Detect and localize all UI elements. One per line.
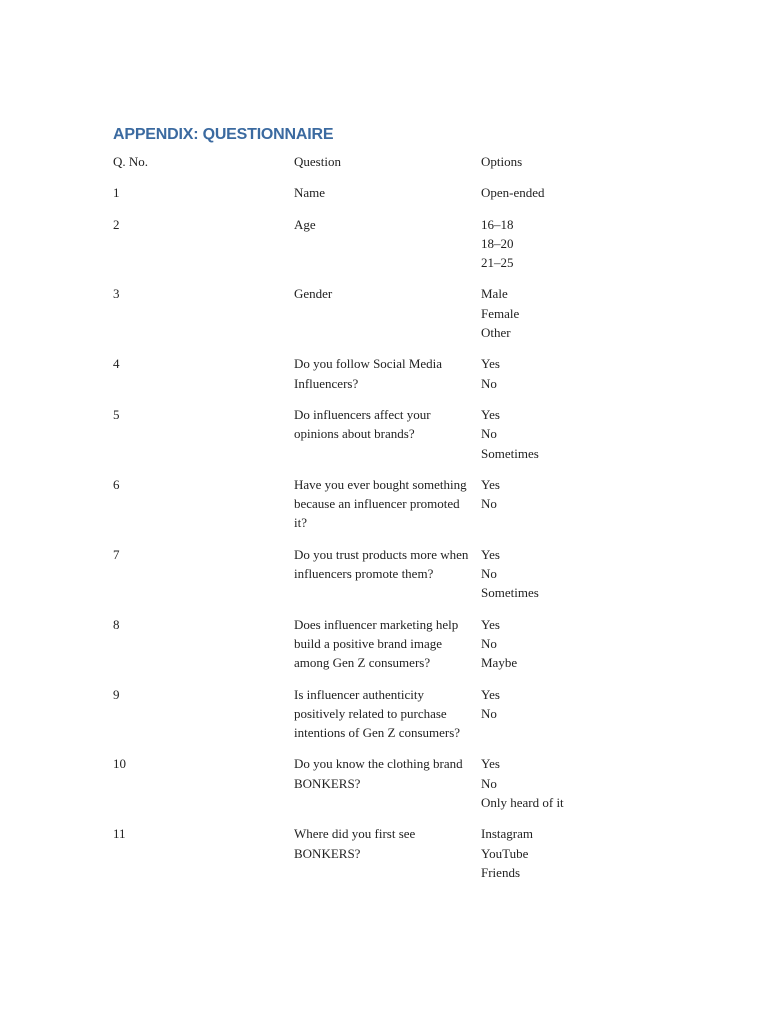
option-item: 16–18	[481, 216, 514, 232]
question-number: 8	[113, 616, 120, 632]
question-options	[481, 824, 673, 894]
option-item: Sometimes	[481, 585, 539, 601]
option-item: 18–20	[481, 235, 514, 251]
option-item: YouTube	[481, 845, 529, 861]
question-options	[481, 405, 673, 475]
table-row	[113, 215, 673, 285]
question-text: Does influencer marketing help build a positive brand image among Gen Z consumers?	[294, 616, 459, 671]
question-text: Where did you first see BONKERS?	[294, 826, 416, 861]
option-item: No	[481, 496, 497, 512]
question-text: Gender	[294, 286, 333, 302]
header-options: Options	[481, 154, 523, 169]
question-text: Age	[294, 216, 316, 232]
option-item: Yes	[481, 356, 500, 372]
option-item: No	[481, 705, 497, 721]
table-row	[113, 545, 673, 615]
question-text: Do influencers affect your opinions about brands?	[294, 406, 431, 442]
question-number: 11	[113, 826, 126, 842]
question-number: 9	[113, 686, 120, 702]
option-item: Female	[481, 305, 520, 321]
option-item: Only heard of it	[481, 795, 564, 811]
question-options	[481, 754, 673, 824]
table-row	[113, 354, 673, 405]
question-text: Do you trust products more when influencers promote them?	[294, 546, 469, 582]
option-item: Friends	[481, 864, 520, 880]
question-number: 4	[113, 356, 120, 372]
question-text: Name	[294, 185, 326, 201]
option-item: Yes	[481, 616, 500, 632]
question-options	[481, 354, 673, 405]
questionnaire-table	[113, 152, 673, 894]
question-options	[481, 685, 673, 755]
question-text: Is influencer authenticity positively related to purchase intentions of Gen Z consumers?	[294, 686, 461, 741]
question-options	[481, 183, 673, 214]
question-text: Have you ever bought something because an influencer promoted it?	[294, 476, 467, 531]
table-header-row	[113, 152, 673, 183]
question-number: 1	[113, 185, 120, 201]
table-row	[113, 405, 673, 475]
option-item: 21–25	[481, 255, 514, 271]
option-item: No	[481, 635, 497, 651]
table-row	[113, 615, 673, 685]
option-item: Sometimes	[481, 445, 539, 461]
option-item: Male	[481, 286, 508, 302]
option-item: Other	[481, 325, 511, 341]
table-row	[113, 284, 673, 354]
question-text: Do you know the clothing brand BONKERS?	[294, 756, 463, 791]
table-row	[113, 183, 673, 214]
question-number: 10	[113, 756, 126, 772]
option-item: No	[481, 566, 497, 582]
table-row	[113, 685, 673, 755]
question-options	[481, 475, 673, 545]
appendix-title: APPENDIX: QUESTIONNAIRE	[113, 126, 334, 143]
header-number: Q. No.	[113, 154, 149, 169]
question-number: 6	[113, 476, 120, 492]
option-item: Yes	[481, 686, 500, 702]
option-item: Yes	[481, 546, 500, 562]
table-row	[113, 824, 673, 894]
question-options	[481, 284, 673, 354]
option-item: Instagram	[481, 826, 533, 842]
table-row	[113, 475, 673, 545]
question-options	[481, 545, 673, 615]
option-item: Yes	[481, 406, 500, 422]
option-item: No	[481, 426, 497, 442]
option-item: No	[481, 775, 497, 791]
table-row	[113, 754, 673, 824]
option-item: Open-ended	[481, 185, 545, 201]
option-item: No	[481, 375, 497, 391]
question-number: 5	[113, 406, 120, 422]
option-item: Yes	[481, 756, 500, 772]
question-number: 3	[113, 286, 120, 302]
option-item: Yes	[481, 476, 500, 492]
document-page	[113, 124, 673, 894]
question-text: Do you follow Social Media Influencers?	[294, 356, 443, 391]
question-number: 7	[113, 546, 120, 562]
question-options	[481, 615, 673, 685]
question-number: 2	[113, 216, 120, 232]
header-question: Question	[294, 154, 341, 169]
question-options	[481, 215, 673, 285]
option-item: Maybe	[481, 655, 518, 671]
